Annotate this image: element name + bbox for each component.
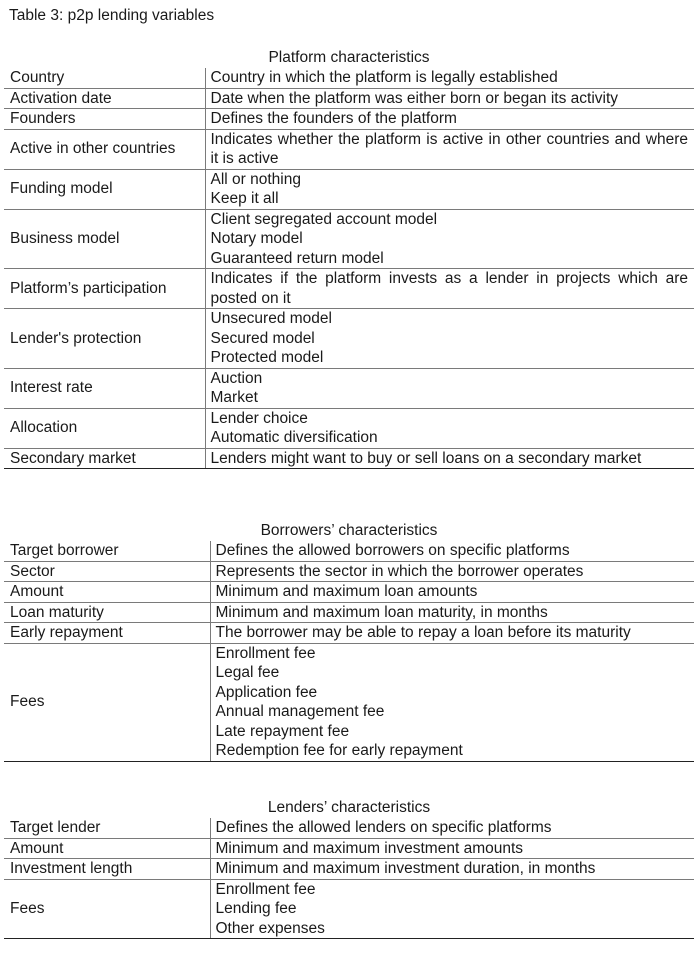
section-title: Lenders’ characteristics bbox=[267, 799, 431, 816]
variable-name: Investment length bbox=[4, 859, 210, 880]
description-line: Date when the platform was either born or began its activity bbox=[210, 89, 619, 107]
description-line: Market bbox=[210, 389, 258, 406]
description-line: Minimum and maximum loan amounts bbox=[215, 583, 478, 600]
description-line: Lender choice bbox=[210, 409, 308, 427]
table-row bbox=[4, 541, 694, 561]
description-line: Late repayment fee bbox=[215, 722, 350, 740]
variable-name: Activation date bbox=[4, 88, 205, 109]
variable-description bbox=[205, 408, 694, 448]
description-line: Minimum and maximum investment duration, in months bbox=[215, 860, 596, 877]
variable-description bbox=[205, 169, 694, 209]
variable-name: Interest rate bbox=[4, 368, 205, 408]
variable-name: Platform’s participation bbox=[4, 269, 205, 309]
variables-table bbox=[4, 541, 694, 762]
description-line: Other expenses bbox=[215, 919, 325, 937]
variable-description bbox=[205, 269, 694, 309]
variables-table bbox=[4, 818, 694, 939]
table-caption: Table 3: p2p lending variables bbox=[9, 7, 215, 24]
variable-description bbox=[205, 368, 694, 408]
description-line: Protected model bbox=[210, 349, 324, 366]
table-row bbox=[4, 838, 694, 859]
section-title: Borrowers’ characteristics bbox=[260, 522, 438, 539]
variable-description bbox=[210, 879, 694, 939]
variable-name: Fees bbox=[4, 643, 210, 761]
table-row bbox=[4, 643, 694, 761]
variable-name: Target borrower bbox=[4, 541, 210, 561]
variable-description bbox=[205, 209, 694, 269]
variable-name: Fees bbox=[4, 879, 210, 939]
table-row bbox=[4, 169, 694, 209]
section-title: Platform characteristics bbox=[268, 49, 430, 66]
variable-description bbox=[205, 109, 694, 130]
variable-description bbox=[205, 309, 694, 369]
variable-description bbox=[205, 448, 694, 469]
platform-characteristics-section bbox=[4, 48, 694, 469]
table-row bbox=[4, 309, 694, 369]
variable-name: Business model bbox=[4, 209, 205, 269]
variable-name: Funding model bbox=[4, 169, 205, 209]
variable-description bbox=[210, 643, 694, 761]
description-line: Redemption fee for early repayment bbox=[215, 742, 463, 759]
variable-name: Sector bbox=[4, 561, 210, 582]
variable-name: Country bbox=[4, 68, 205, 88]
table-row bbox=[4, 269, 694, 309]
variable-description bbox=[205, 68, 694, 88]
description-line: Legal fee bbox=[215, 664, 280, 681]
table-row bbox=[4, 623, 694, 644]
variable-description bbox=[210, 561, 694, 582]
variable-name: Allocation bbox=[4, 408, 205, 448]
description-line: Minimum and maximum loan maturity, in months bbox=[215, 603, 548, 621]
variable-name: Founders bbox=[4, 109, 205, 130]
variable-name: Target lender bbox=[4, 818, 210, 838]
table-row bbox=[4, 602, 694, 623]
variable-name: Amount bbox=[4, 838, 210, 859]
lenders-characteristics-section bbox=[4, 798, 694, 939]
table-row bbox=[4, 129, 694, 169]
variable-name: Amount bbox=[4, 582, 210, 603]
table-row bbox=[4, 818, 694, 838]
description-line: Defines the allowed lenders on specific platforms bbox=[215, 819, 552, 836]
variable-description bbox=[210, 859, 694, 880]
description-line: Guaranteed return model bbox=[210, 249, 384, 267]
table-row bbox=[4, 582, 694, 603]
variable-description bbox=[210, 541, 694, 561]
description-line: Lending fee bbox=[215, 900, 297, 917]
description-line: The borrower may be able to repay a loan before its maturity bbox=[215, 624, 631, 641]
table-row bbox=[4, 209, 694, 269]
description-line: Unsecured model bbox=[210, 310, 332, 327]
variable-name: Secondary market bbox=[4, 448, 205, 469]
description-line: Notary model bbox=[210, 230, 303, 247]
table-row bbox=[4, 109, 694, 130]
description-line: Enrollment fee bbox=[215, 644, 316, 662]
variables-table bbox=[4, 68, 694, 469]
description-line: All or nothing bbox=[210, 170, 301, 188]
description-line: Minimum and maximum investment amounts bbox=[215, 839, 524, 857]
variable-description bbox=[205, 129, 694, 169]
table-row bbox=[4, 408, 694, 448]
description-line: Defines the founders of the platform bbox=[210, 110, 457, 127]
variable-name: Active in other countries bbox=[4, 129, 205, 169]
description-line: Application fee bbox=[215, 683, 318, 701]
description-line: Auction bbox=[210, 369, 263, 387]
description-line: Keep it all bbox=[210, 190, 279, 207]
variable-name: Loan maturity bbox=[4, 602, 210, 623]
description-text: Indicates if the platform invests as a lender in projects which are posted on it bbox=[210, 270, 688, 307]
description-line: Defines the allowed borrowers on specific platforms bbox=[215, 542, 570, 559]
description-line: Client segregated account model bbox=[210, 210, 438, 228]
table-row bbox=[4, 368, 694, 408]
table-row bbox=[4, 448, 694, 469]
table-row bbox=[4, 68, 694, 88]
variable-description bbox=[210, 818, 694, 838]
variable-description bbox=[210, 602, 694, 623]
description-line: Enrollment fee bbox=[215, 880, 316, 898]
description-line: Automatic diversification bbox=[210, 429, 378, 446]
table-row bbox=[4, 859, 694, 880]
variable-description bbox=[210, 838, 694, 859]
variable-description bbox=[210, 582, 694, 603]
description-text: Lenders might want to buy or sell loans on a secondary market bbox=[210, 449, 642, 467]
table-row bbox=[4, 88, 694, 109]
table-row bbox=[4, 879, 694, 939]
table-row bbox=[4, 561, 694, 582]
description-text: Indicates whether the platform is active in other countries and where it is active bbox=[210, 130, 688, 167]
description-line: Country in which the platform is legally established bbox=[210, 69, 558, 86]
variable-name: Lender's protection bbox=[4, 309, 205, 369]
description-line: Represents the sector in which the borrower operates bbox=[215, 562, 584, 580]
description-line: Secured model bbox=[210, 329, 315, 347]
variable-name: Early repayment bbox=[4, 623, 210, 644]
description-line: Annual management fee bbox=[215, 703, 385, 720]
borrowers-characteristics-section bbox=[4, 521, 694, 762]
variable-description bbox=[210, 623, 694, 644]
variable-description bbox=[205, 88, 694, 109]
